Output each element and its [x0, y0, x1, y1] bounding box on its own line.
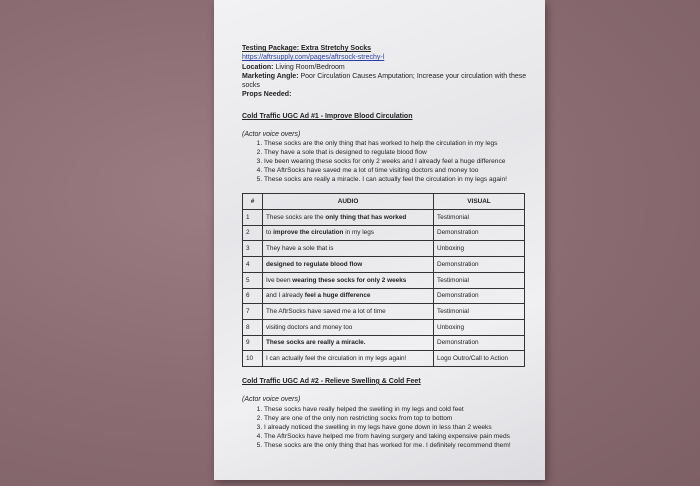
row-audio [263, 225, 434, 241]
col-visual: VISUAL [434, 194, 525, 210]
row-visual: Demonstration [434, 288, 525, 304]
table-row [243, 257, 525, 273]
list-item: 5. These socks are the only thing that has worked for me. I definitely recommend them! [264, 441, 532, 450]
list-item: 3. Ive been wearing these socks for only 2 weeks and I already feel a huge difference [264, 157, 532, 166]
list-item: 3. I already noticed the swelling in my legs have gone down in less than 2 weeks [264, 423, 532, 432]
row-visual: Demonstration [434, 225, 525, 241]
audio-bold: improve the circulation [273, 229, 344, 237]
table-row [243, 225, 525, 241]
row-number: 8 [243, 319, 263, 335]
list-item: 5. These socks are really a miracle. I can actually feel the circulation in my legs again! [264, 175, 532, 184]
angle-line [242, 72, 532, 91]
audio-bold: designed to regulate blood flow [266, 260, 363, 268]
row-audio [263, 351, 434, 367]
table-row [243, 210, 525, 226]
audio-text: Ive been [266, 276, 293, 284]
list-item: 2. They are one of the only non restricting socks from top to bottom [264, 414, 532, 423]
audio-text: and I already [266, 292, 305, 300]
ad1-note: (Actor voice overs) [242, 131, 301, 139]
document-content [242, 44, 532, 450]
document-page [214, 0, 545, 480]
list-item: 1. These socks are the only thing that has worked to help the circulation in my legs [264, 139, 532, 148]
ad1-title: Cold Traffic UGC Ad #1 - Improve Blood Circulation [242, 112, 413, 120]
audio-text: These socks are the [266, 213, 326, 221]
row-visual: Demonstration [434, 257, 525, 273]
audio-text: to [266, 229, 274, 237]
audio-text: in my legs [343, 229, 374, 237]
row-number: 5 [243, 272, 263, 288]
col-audio: AUDIO [263, 194, 434, 210]
row-audio [263, 241, 434, 257]
row-audio [263, 257, 434, 273]
row-visual: Logo Outro/Call to Action [434, 351, 525, 367]
audio-bold: wearing these socks for only 2 weeks [292, 276, 407, 284]
row-audio [263, 335, 434, 351]
ad1-lines [242, 139, 532, 184]
audio-bold: These socks are really a miracle. [266, 339, 366, 347]
list-item: 2. They have a sole that is designed to regulate blood flow [264, 148, 532, 157]
table-row [243, 304, 525, 320]
table-row [243, 272, 525, 288]
row-number: 2 [243, 225, 263, 241]
row-visual: Unboxing [434, 241, 525, 257]
table-row [243, 319, 525, 335]
row-number: 9 [243, 335, 263, 351]
row-visual: Demonstration [434, 335, 525, 351]
audio-text: The AftrSocks have saved me a lot of time [266, 307, 386, 315]
row-audio [263, 319, 434, 335]
location-line [242, 63, 532, 72]
list-item: 4. The AftrSocks have helped me from having surgery and taking expensive pain meds [264, 432, 532, 441]
table-row [243, 288, 525, 304]
audio-bold: only thing that has worked [325, 213, 407, 221]
ad2-lines [242, 405, 532, 450]
row-audio [263, 210, 434, 226]
row-number: 3 [243, 241, 263, 257]
angle-value: Poor Circulation Causes Amputation; Increase your circulation with these socks [242, 72, 527, 90]
ad2-title: Cold Traffic UGC Ad #2 - Relieve Swelling & Cold Feet [242, 377, 421, 385]
row-number: 6 [243, 288, 263, 304]
package-title: Testing Package: Extra Stretchy Socks [242, 45, 372, 52]
row-visual: Testimonial [434, 304, 525, 320]
audio-text: They have a sole that is [266, 245, 334, 253]
row-number: 7 [243, 304, 263, 320]
location-label: Location: [242, 63, 274, 71]
row-number: 10 [243, 351, 263, 367]
row-visual: Testimonial [434, 272, 525, 288]
product-link[interactable]: https://aftrsupply.com/pages/aftrsock-strechy-l [242, 54, 385, 62]
angle-label: Marketing Angle: [242, 72, 299, 80]
list-item: 4. The AftrSocks have saved me a lot of time visiting doctors and money too [264, 166, 532, 175]
script-table [242, 193, 525, 367]
location-value: Living Room/Bedroom [275, 63, 345, 71]
row-number: 4 [243, 257, 263, 273]
audio-bold: feel a huge difference [304, 292, 371, 300]
row-visual: Testimonial [434, 210, 525, 226]
audio-text: visiting doctors and money too [266, 323, 353, 331]
table-row [243, 335, 525, 351]
col-number: # [243, 194, 263, 210]
row-audio [263, 288, 434, 304]
audio-text: I can actually feel the circulation in my legs again! [266, 354, 407, 362]
list-item: 1. These socks have really helped the swelling in my legs and cold feet [264, 405, 532, 414]
row-number: 1 [243, 210, 263, 226]
props-label: Props Needed: [242, 91, 292, 99]
row-visual: Unboxing [434, 319, 525, 335]
row-audio [263, 304, 434, 320]
ad2-note: (Actor voice overs) [242, 396, 301, 404]
row-audio [263, 272, 434, 288]
table-row [243, 241, 525, 257]
table-row [243, 351, 525, 367]
